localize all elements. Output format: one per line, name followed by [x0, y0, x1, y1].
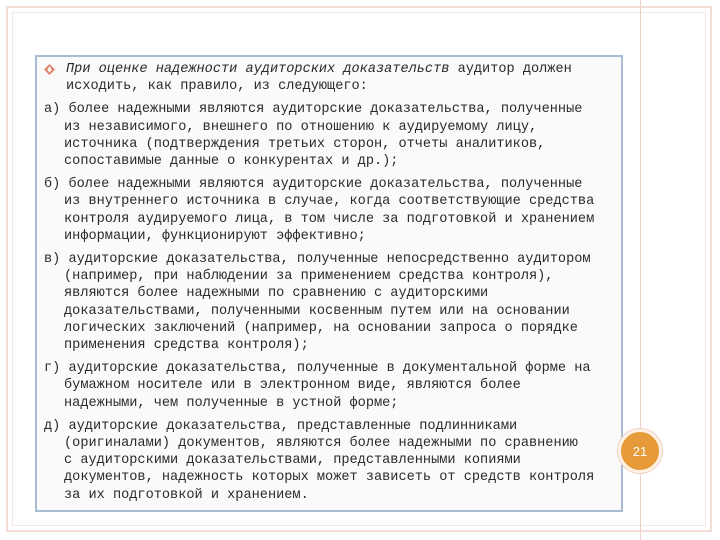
list-item-line: (например, при наблюдении за применением средства контроля), [64, 269, 554, 285]
list-item-v [44, 251, 614, 354]
intro-line-2: исходить, как правило, из следующего: [66, 79, 368, 95]
list-item-line: бумажном носителе или в электронном виде, являются более [64, 378, 521, 394]
list-item-line: надежными, чем полученные в устной форме; [64, 395, 399, 411]
list-item-line: в) аудиторские доказательства, полученные непосредственно аудитором [44, 252, 591, 268]
list-item-line: контроля аудируемого лица, в том числе за подготовкой и хранением [64, 211, 595, 227]
list-item-line: источника (подтверждения третьих сторон, отчеты аналитиков, [64, 136, 546, 152]
list-item-line: г) аудиторские доказательства, полученные в документальной форме на [44, 361, 591, 377]
list-item-line: применения средства контроля); [64, 338, 309, 354]
list-item-line: информации, функционируют эффективно; [64, 228, 366, 244]
list-item-g [44, 360, 614, 412]
slide-text [44, 61, 614, 504]
list-item-line: (оригиналами) документов, являются более надежными по сравнению [64, 436, 578, 452]
intro-italic-text: При оценке надежности аудиторских доказательств [66, 62, 450, 77]
list-item-line: сопоставимые данные о конкурентах и др.); [64, 154, 399, 170]
list-item-line: из независимого, внешнего по отношению к аудируемому лицу, [64, 119, 538, 135]
bullet-icon [44, 64, 55, 75]
list-item-line: б) более надежными являются аудиторские доказательства, полученные [44, 177, 583, 193]
list-item-a [44, 101, 614, 170]
list-item-line: с аудиторскими доказательствами, представленными копиями [64, 453, 521, 469]
list-item-line: доказательствами, полученными косвенным путем или на основании [64, 303, 570, 319]
list-item-line: из внутреннего источника в случае, когда соответствующие средства [64, 194, 595, 210]
intro-paragraph [44, 61, 614, 95]
list-item-line: а) более надежными являются аудиторские доказательства, полученные [44, 102, 583, 118]
list-item-line: документов, надежность которых может зависеть от средств контроля [64, 470, 595, 486]
list-item-line: являются более надежными по сравнению с аудиторскими [64, 286, 489, 302]
list-item-b [44, 176, 614, 245]
list-item-line: логических заключений (например, на основании запроса о порядке [64, 320, 578, 336]
list-item-line: д) аудиторские доказательства, представленные подлинниками [44, 418, 518, 434]
intro-text: аудитор должен [457, 62, 572, 77]
list-item-line: за их подготовкой и хранением. [64, 487, 309, 503]
list-item-d [44, 418, 614, 504]
page-number-badge: 21 [618, 429, 662, 473]
